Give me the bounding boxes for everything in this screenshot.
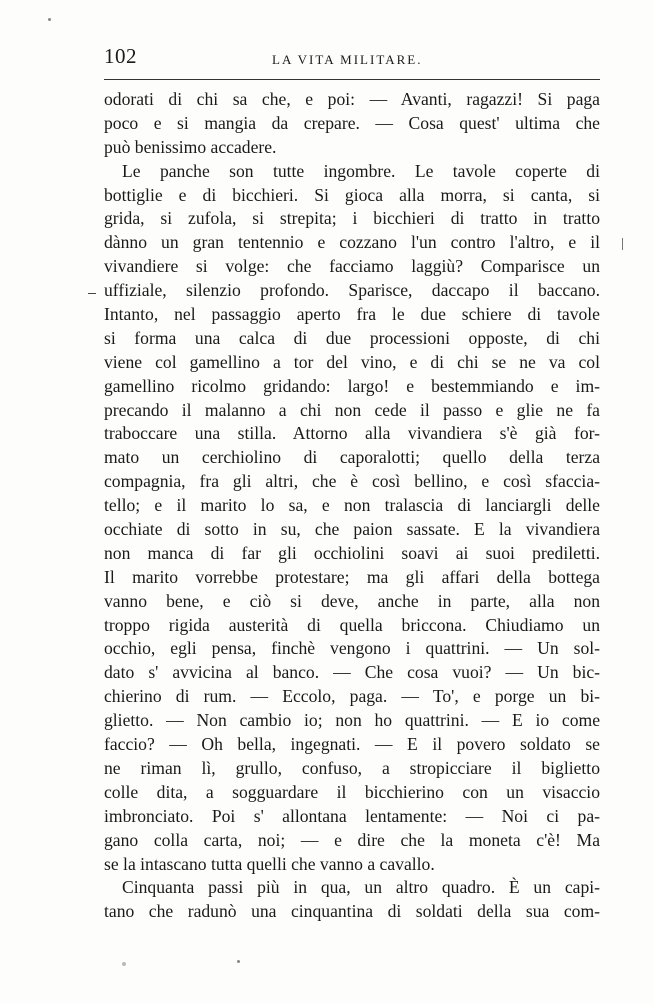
text-line: tello; e il marito lo sa, e non tralascia di lanciargli delle xyxy=(104,495,600,516)
text-line: precando il malanno a chi non cede il passo e glie ne fa xyxy=(104,399,600,420)
text-line: gano colla carta, noi; — e dire che la moneta c'è! Ma xyxy=(104,829,600,850)
paper-speck xyxy=(48,18,51,21)
paper-speck xyxy=(237,960,240,963)
text-line: odorati di chi sa che, e poi: — Avanti, ragazzi! Si paga xyxy=(104,89,600,109)
text-line: poco e si mangia da crepare. — Cosa quest' ultima che xyxy=(104,112,600,133)
text-line: troppo rigida austerità di quella briccona. Chiudiamo un xyxy=(104,614,600,635)
text-line: chierino di rum. — Eccolo, paga. — To', e porge un bi- xyxy=(104,686,600,707)
text-line: tano che radunò una cinquantina di soldati della sua com- xyxy=(104,901,600,922)
page-header xyxy=(104,44,600,74)
text-line: ne riman lì, grullo, confuso, a stropicciare il biglietto xyxy=(104,757,600,778)
margin-tick-mark xyxy=(622,238,623,250)
running-head: LA VITA MILITARE. xyxy=(272,52,423,67)
text-line: mato un cerchiolino di caporalotti; quello della terza xyxy=(104,447,600,468)
text-line: può benissimo accadere. xyxy=(104,136,277,157)
text-line: compagnia, fra gli altri, che è così bellino, e così sfaccia- xyxy=(104,471,600,492)
text-line: occhio, egli pensa, finchè vengono i quattrini. — Un sol- xyxy=(104,638,600,659)
text-line: faccio? — Oh bella, ingegnati. — E il povero soldato se xyxy=(104,734,600,755)
text-line: se la intascano tutta quelli che vanno a cavallo. xyxy=(104,853,435,874)
body-text xyxy=(104,88,600,924)
header-rule xyxy=(104,79,600,80)
text-line: Intanto, nel passaggio aperto fra le due schiere di tavole xyxy=(104,304,600,325)
text-line: uffiziale, silenzio profondo. Sparisce, daccapo il baccano. xyxy=(104,280,600,301)
text-line: Le panche son tutte ingombre. Le tavole coperte di xyxy=(122,160,600,181)
text-line: bottiglie e di bicchieri. Si gioca alla morra, si canta, si xyxy=(104,184,600,205)
text-line: vivandiere si volge: che facciamo laggiù? Comparisce un xyxy=(104,256,600,277)
text-line: Cinquanta passi più in qua, un altro quadro. È un capi- xyxy=(122,877,600,898)
text-line: grida, si zufola, si strepita; i bicchieri di tratto in tratto xyxy=(104,208,600,229)
paper-speck xyxy=(122,962,126,966)
text-line: gamellino ricolmo gridando: largo! e bestemmiando e im- xyxy=(104,375,600,396)
text-line: Il marito vorrebbe protestare; ma gli affari della bottega xyxy=(104,566,600,587)
text-line: traboccare una stilla. Attorno alla vivandiera s'è già for- xyxy=(104,423,600,444)
text-line: imbronciato. Poi s' allontana lentamente: — Noi ci pa- xyxy=(104,805,600,826)
text-line: si forma una calca di due processioni opposte, di chi xyxy=(104,327,600,348)
text-line: viene col gamellino a tor del vino, e di chi se ne va col xyxy=(104,351,600,372)
page-number: 102 xyxy=(104,44,137,68)
text-line: vanno bene, e ciò si deve, anche in parte, alla non xyxy=(104,590,600,611)
text-line: non manca di far gli occhiolini soavi ai suoi prediletti. xyxy=(104,542,600,563)
text-line: dato s' avvicina al banco. — Che cosa vuoi? — Un bic- xyxy=(104,662,600,683)
text-line: occhiate di sotto in su, che paion sassate. E la vivandiera xyxy=(104,519,600,540)
text-line: dànno un gran tentennio e cozzano l'un contro l'altro, e il xyxy=(104,232,600,253)
margin-dash-mark xyxy=(88,293,96,294)
text-line: glietto. — Non cambio io; non ho quattrini. — E io come xyxy=(104,710,600,731)
text-line: colle dita, a sogguardare il bicchierino con un visaccio xyxy=(104,781,600,802)
